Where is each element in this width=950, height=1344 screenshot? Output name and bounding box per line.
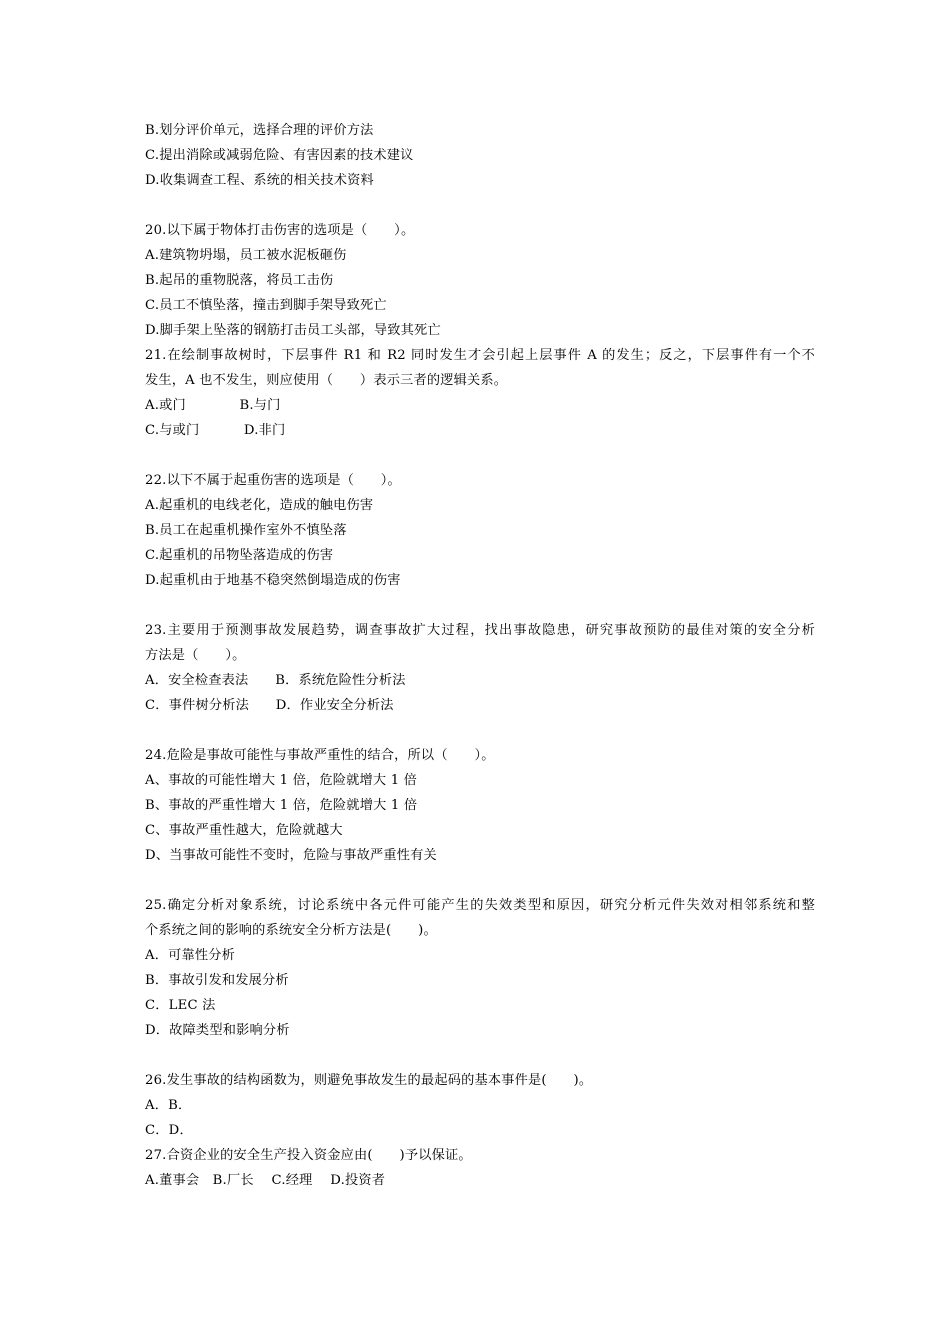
option-line: C.起重机的吊物坠落造成的伤害	[145, 548, 334, 563]
blank-line	[145, 193, 815, 218]
option-line: D．故障类型和影响分析	[145, 1023, 290, 1038]
option-line: C.员工不慎坠落，撞击到脚手架导致死亡	[145, 298, 387, 313]
question-21-cont: 发生，A 也不发生，则应使用（ ）表示三者的逻辑关系。	[145, 373, 508, 388]
blank-line	[145, 593, 815, 618]
option-line: D.起重机由于地基不稳突然倒塌造成的伤害	[145, 573, 401, 588]
option-line: B．事故引发和发展分析	[145, 973, 289, 988]
option-line: C、事故严重性越大，危险就越大	[145, 823, 343, 838]
option-line: A.或门 B.与门	[145, 398, 281, 413]
question-23-cont: 方法是（ ）。	[145, 648, 246, 663]
option-line: C.提出消除或减弱危险、有害因素的技术建议	[145, 148, 414, 163]
question-22: 22.以下不属于起重伤害的选项是（ ）。	[145, 473, 401, 488]
question-27: 27.合资企业的安全生产投入资金应由( )予以保证。	[145, 1148, 472, 1163]
option-line: C．D．	[145, 1123, 193, 1138]
option-line: A．B．	[145, 1098, 192, 1113]
option-line: B.划分评价单元，选择合理的评价方法	[145, 123, 374, 138]
blank-line	[145, 868, 815, 893]
option-line: A．可靠性分析	[145, 948, 236, 963]
option-line: D.收集调查工程、系统的相关技术资料	[145, 173, 374, 188]
option-line: D、当事故可能性不变时，危险与事故严重性有关	[145, 848, 437, 863]
question-25-cont: 个系统之间的影响的系统安全分析方法是( )。	[145, 923, 437, 938]
option-line: A.起重机的电线老化，造成的触电伤害	[145, 498, 374, 513]
question-20: 20.以下属于物体打击伤害的选项是（ ）。	[145, 223, 415, 238]
blank-line	[145, 443, 815, 468]
blank-line	[145, 718, 815, 743]
question-24: 24.危险是事故可能性与事故严重性的结合，所以（ ）。	[145, 748, 495, 763]
option-line: A.建筑物坍塌，员工被水泥板砸伤	[145, 248, 347, 263]
option-line: C.与或门 D.非门	[145, 423, 286, 438]
option-line: B.员工在起重机操作室外不慎坠落	[145, 523, 347, 538]
document-page	[145, 118, 815, 1193]
question-23: 23.主要用于预测事故发展趋势，调查事故扩大过程，找出事故隐患，研究事故预防的最佳对策的安全分析	[145, 623, 815, 638]
question-25: 25.确定分析对象系统，讨论系统中各元件可能产生的失效类型和原因，研究分析元件失效对相邻系统和整	[145, 898, 815, 913]
option-line: A．安全检查表法 B．系统危险性分析法	[145, 673, 406, 688]
option-line: B.起吊的重物脱落，将员工击伤	[145, 273, 334, 288]
question-26: 26.发生事故的结构函数为，则避免事故发生的最起码的基本事件是( )。	[145, 1073, 593, 1088]
option-line: D.脚手架上坠落的钢筋打击员工头部，导致其死亡	[145, 323, 441, 338]
question-21: 21.在绘制事故树时，下层事件 R1 和 R2 同时发生才会引起上层事件 A 的发生；反之，下层事件有一个不	[145, 348, 815, 363]
blank-line	[145, 1043, 815, 1068]
option-line: C．LEC 法	[145, 998, 216, 1013]
option-line: C．事件树分析法 D．作业安全分析法	[145, 698, 394, 713]
option-line: A.董事会 B.厂长 C.经理 D.投资者	[145, 1173, 386, 1188]
option-line: B、事故的严重性增大 1 倍，危险就增大 1 倍	[145, 798, 418, 813]
option-line: A、事故的可能性增大 1 倍，危险就增大 1 倍	[145, 773, 418, 788]
